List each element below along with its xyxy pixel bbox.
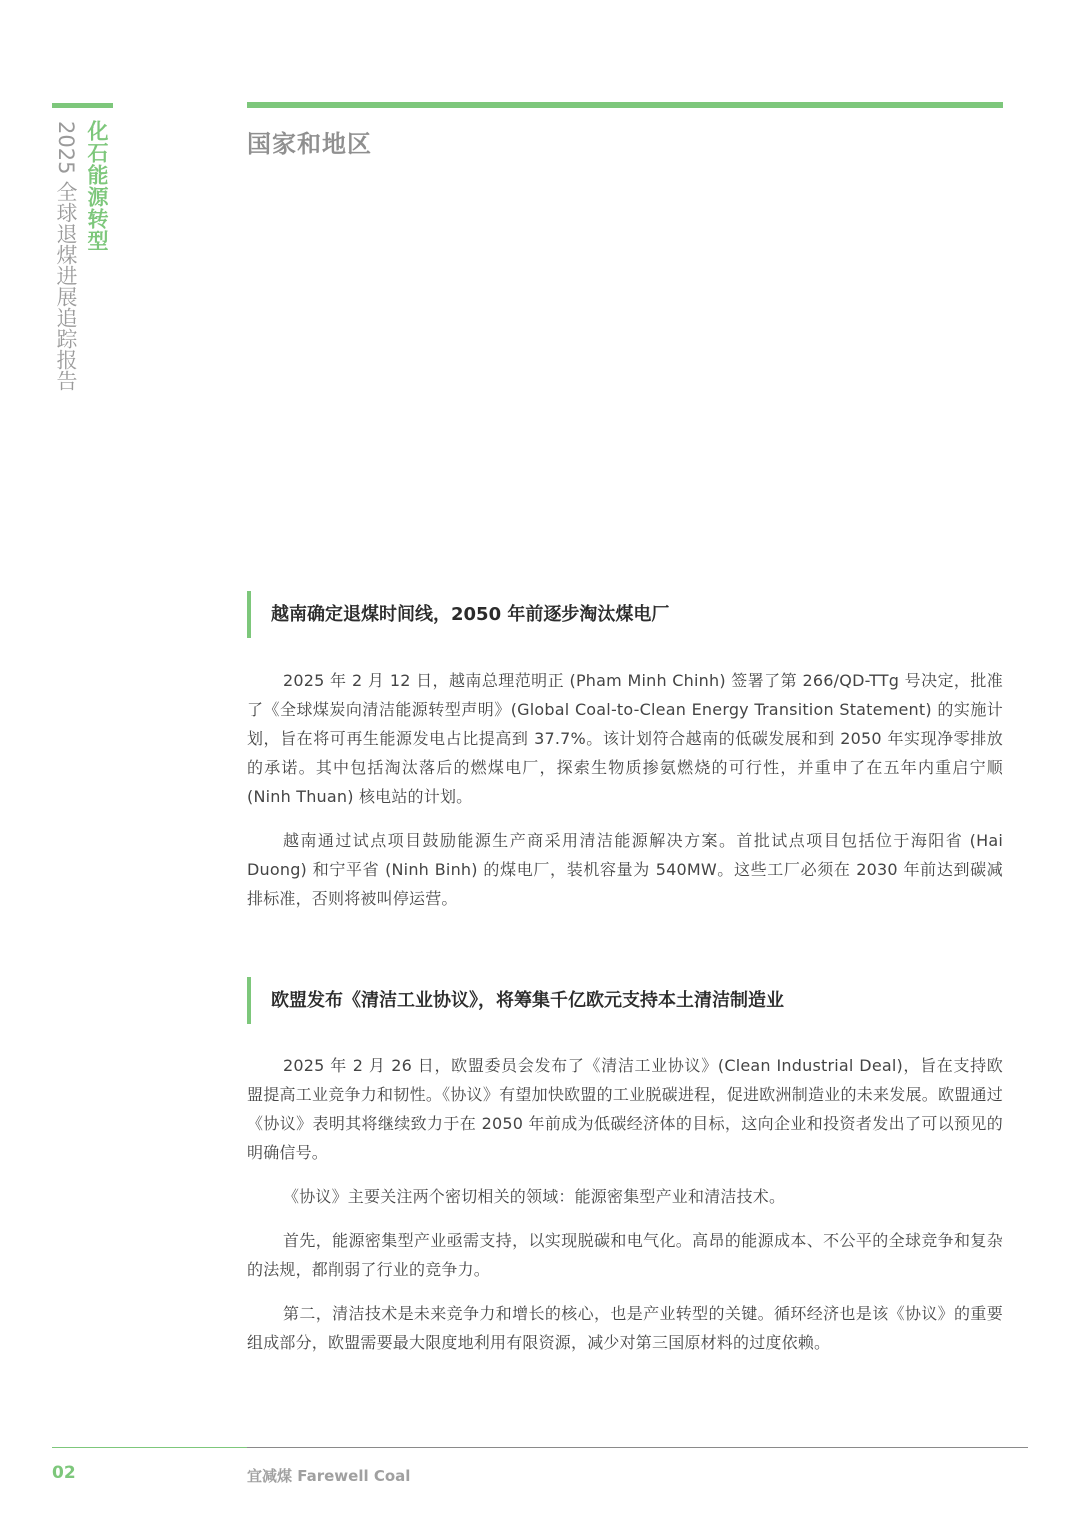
sidebar-accent-line: [52, 103, 113, 108]
sidebar-subtitle: 2025 全球退煤进展追踪报告: [54, 121, 78, 392]
article-paragraph: 第二，清洁技术是未来竞争力和增长的核心，也是产业转型的关键。循环经济也是该《协议》的重要组成部分，欧盟需要最大限度地利用有限资源，减少对第三国原材料的过度依赖。: [247, 1304, 1003, 1352]
header-rule: [247, 102, 1003, 108]
article-paragraph: 《协议》主要关注两个密切相关的领域：能源密集型产业和清洁技术。: [283, 1187, 786, 1206]
sidebar-title: 化石能源转型: [85, 120, 109, 252]
article-heading-eu: 欧盟发布《清洁工业协议》，将筹集千亿欧元支持本土清洁制造业: [247, 977, 784, 1024]
footer-accent-line: [52, 1447, 247, 1448]
section-title: 国家和地区: [247, 130, 372, 158]
page-number: 02: [52, 1463, 76, 1483]
footer-brand: 宜减煤 Farewell Coal: [247, 1467, 411, 1485]
article-heading-vietnam: 越南确定退煤时间线，2050 年前逐步淘汰煤电厂: [247, 591, 669, 638]
footer-rule: [247, 1447, 1028, 1448]
article-paragraph: 2025 年 2 月 26 日，欧盟委员会发布了《清洁工业协议》(Clean Industrial Deal)，旨在支持欧盟提高工业竞争力和韧性。《协议》有望加快欧盟的工业脱碳进程，促进欧洲制造业的未来发展。欧盟通过《协议》表明其将继续致力于在 2050 年前成为低碳经济体的目标，这向企业和投资者发出了可以预见的明确信号。: [247, 1056, 1003, 1162]
article-paragraph: 越南通过试点项目鼓励能源生产商采用清洁能源解决方案。首批试点项目包括位于海阳省 (Hai Duong) 和宁平省 (Ninh Binh) 的煤电厂，装机容量为 540MW。这些工厂必须在 2030 年前达到碳减排标准，否则将被叫停运营。: [247, 831, 1003, 908]
article-paragraph: 2025 年 2 月 12 日，越南总理范明正 (Pham Minh Chinh) 签署了第 266/QD-TTg 号决定，批准了《全球煤炭向清洁能源转型声明》(Global Coal-to-Clean Energy Transition Statement) 的实施计划，旨在将可再生能源发电占比提高到 37.7%。该计划符合越南的低碳发展和到 2050 年实现净零排放的承诺。其中包括淘汰落后的燃煤电厂，探索生物质掺氨燃烧的可行性，并重申了在五年内重启宁顺 (Ninh Thuan) 核电站的计划。: [247, 671, 1003, 806]
article-paragraph: 首先，能源密集型产业亟需支持，以实现脱碳和电气化。高昂的能源成本、不公平的全球竞争和复杂的法规，都削弱了行业的竞争力。: [247, 1231, 1003, 1279]
